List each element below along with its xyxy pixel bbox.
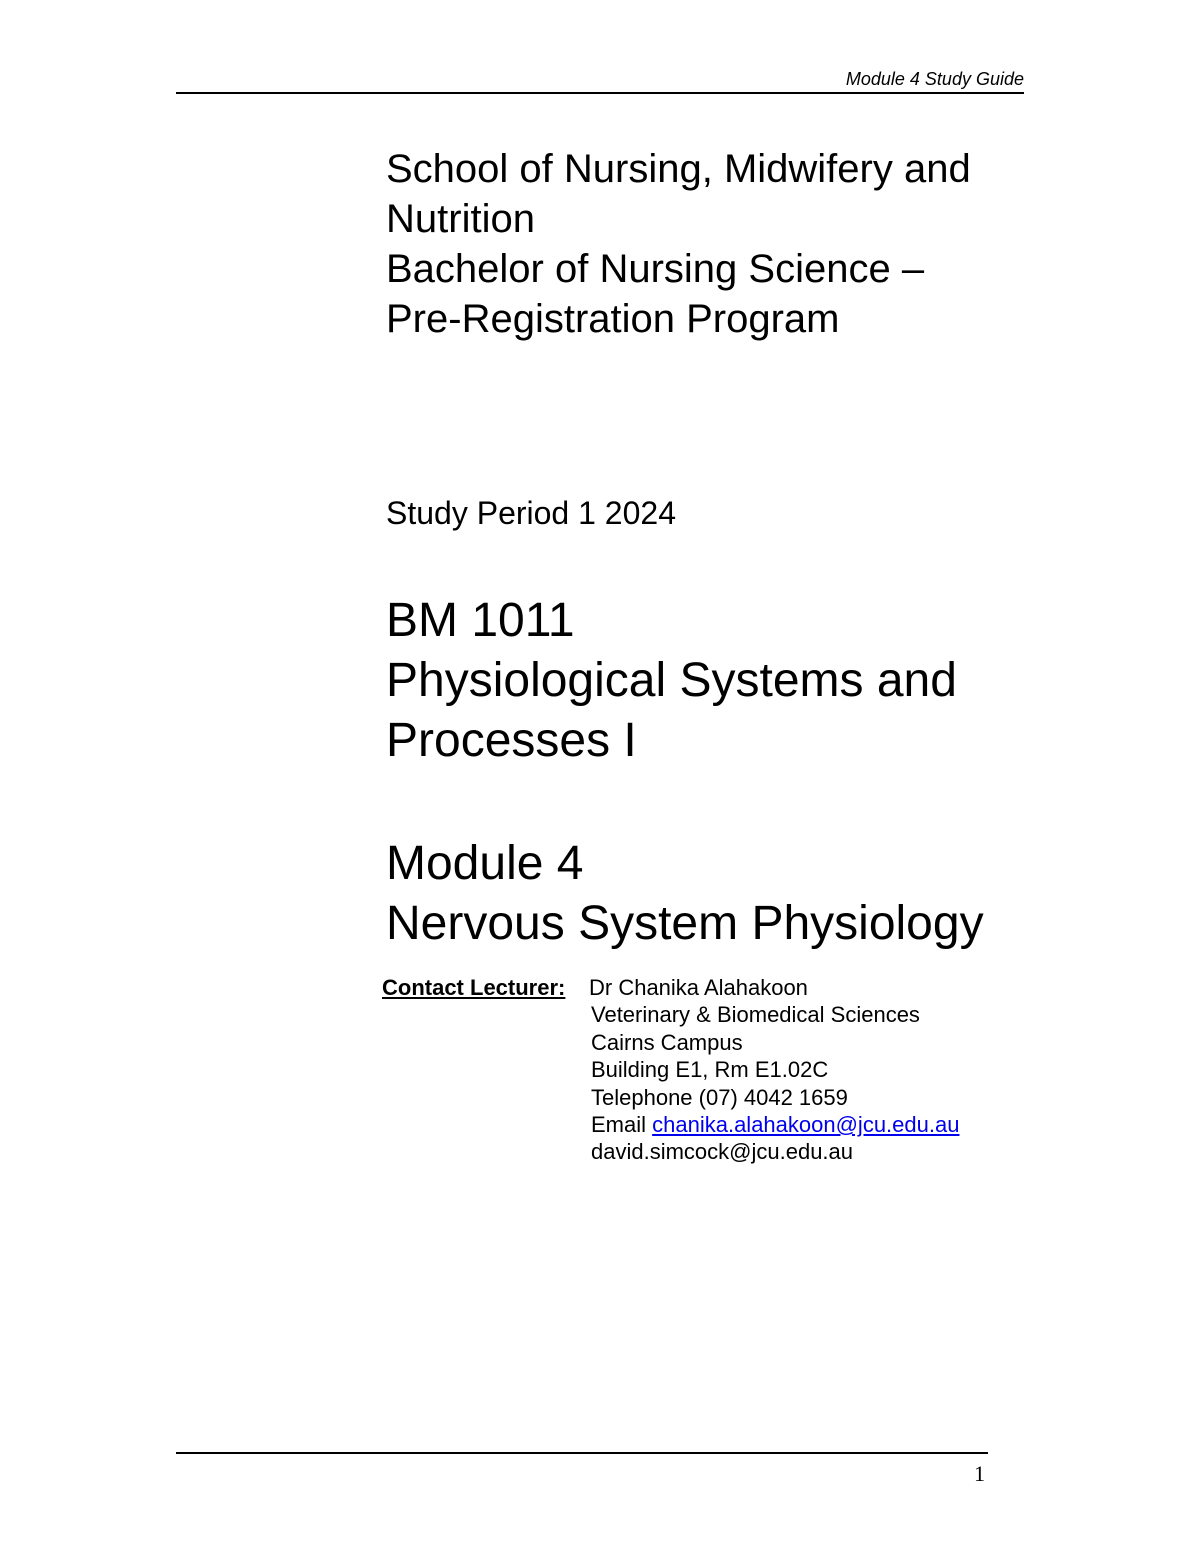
contact-lecturer-label [382, 974, 565, 1001]
module-number: Module 4 [386, 837, 584, 890]
program-name-line-2: Pre-Registration Program [386, 297, 840, 341]
lecturer-telephone: Telephone (07) 4042 1659 [591, 1084, 848, 1110]
lecturer-department: Veterinary & Biomedical Sciences [591, 1002, 920, 1028]
title-block [386, 144, 971, 344]
header-divider [176, 92, 1024, 94]
program-name-line-1: Bachelor of Nursing Science – [386, 247, 925, 291]
email-prefix: Email [591, 1112, 653, 1138]
study-period: Study Period 1 2024 [386, 495, 676, 531]
subject-block [386, 591, 957, 771]
page-number: 1 [974, 1461, 985, 1486]
lecturer-email-line [591, 1111, 959, 1138]
subject-name-line-1: Physiological Systems and [386, 654, 957, 707]
contact-details [591, 974, 959, 1166]
footer-divider [176, 1452, 988, 1454]
subject-name-line-2: Processes I [386, 714, 637, 767]
lecturer-email-link[interactable]: chanika.alahakoon@jcu.edu.au [652, 1112, 960, 1138]
running-header-title: Module 4 Study Guide [845, 69, 1024, 89]
module-title: Nervous System Physiology [386, 897, 984, 950]
subject-code: BM 1011 [386, 594, 575, 647]
module-block [386, 834, 984, 954]
lecturer-campus: Cairns Campus [591, 1029, 743, 1055]
secondary-email: david.simcock@jcu.edu.au [591, 1139, 854, 1165]
school-name-line-1: School of Nursing, Midwifery and [386, 147, 971, 191]
school-name-line-2: Nutrition [386, 197, 535, 241]
contact-label-text: Contact Lecturer [382, 975, 559, 1000]
lecturer-name: Dr Chanika Alahakoon [589, 975, 808, 1000]
contact-label-colon: : [558, 975, 566, 1000]
lecturer-room: Building E1, Rm E1.02C [591, 1057, 829, 1083]
